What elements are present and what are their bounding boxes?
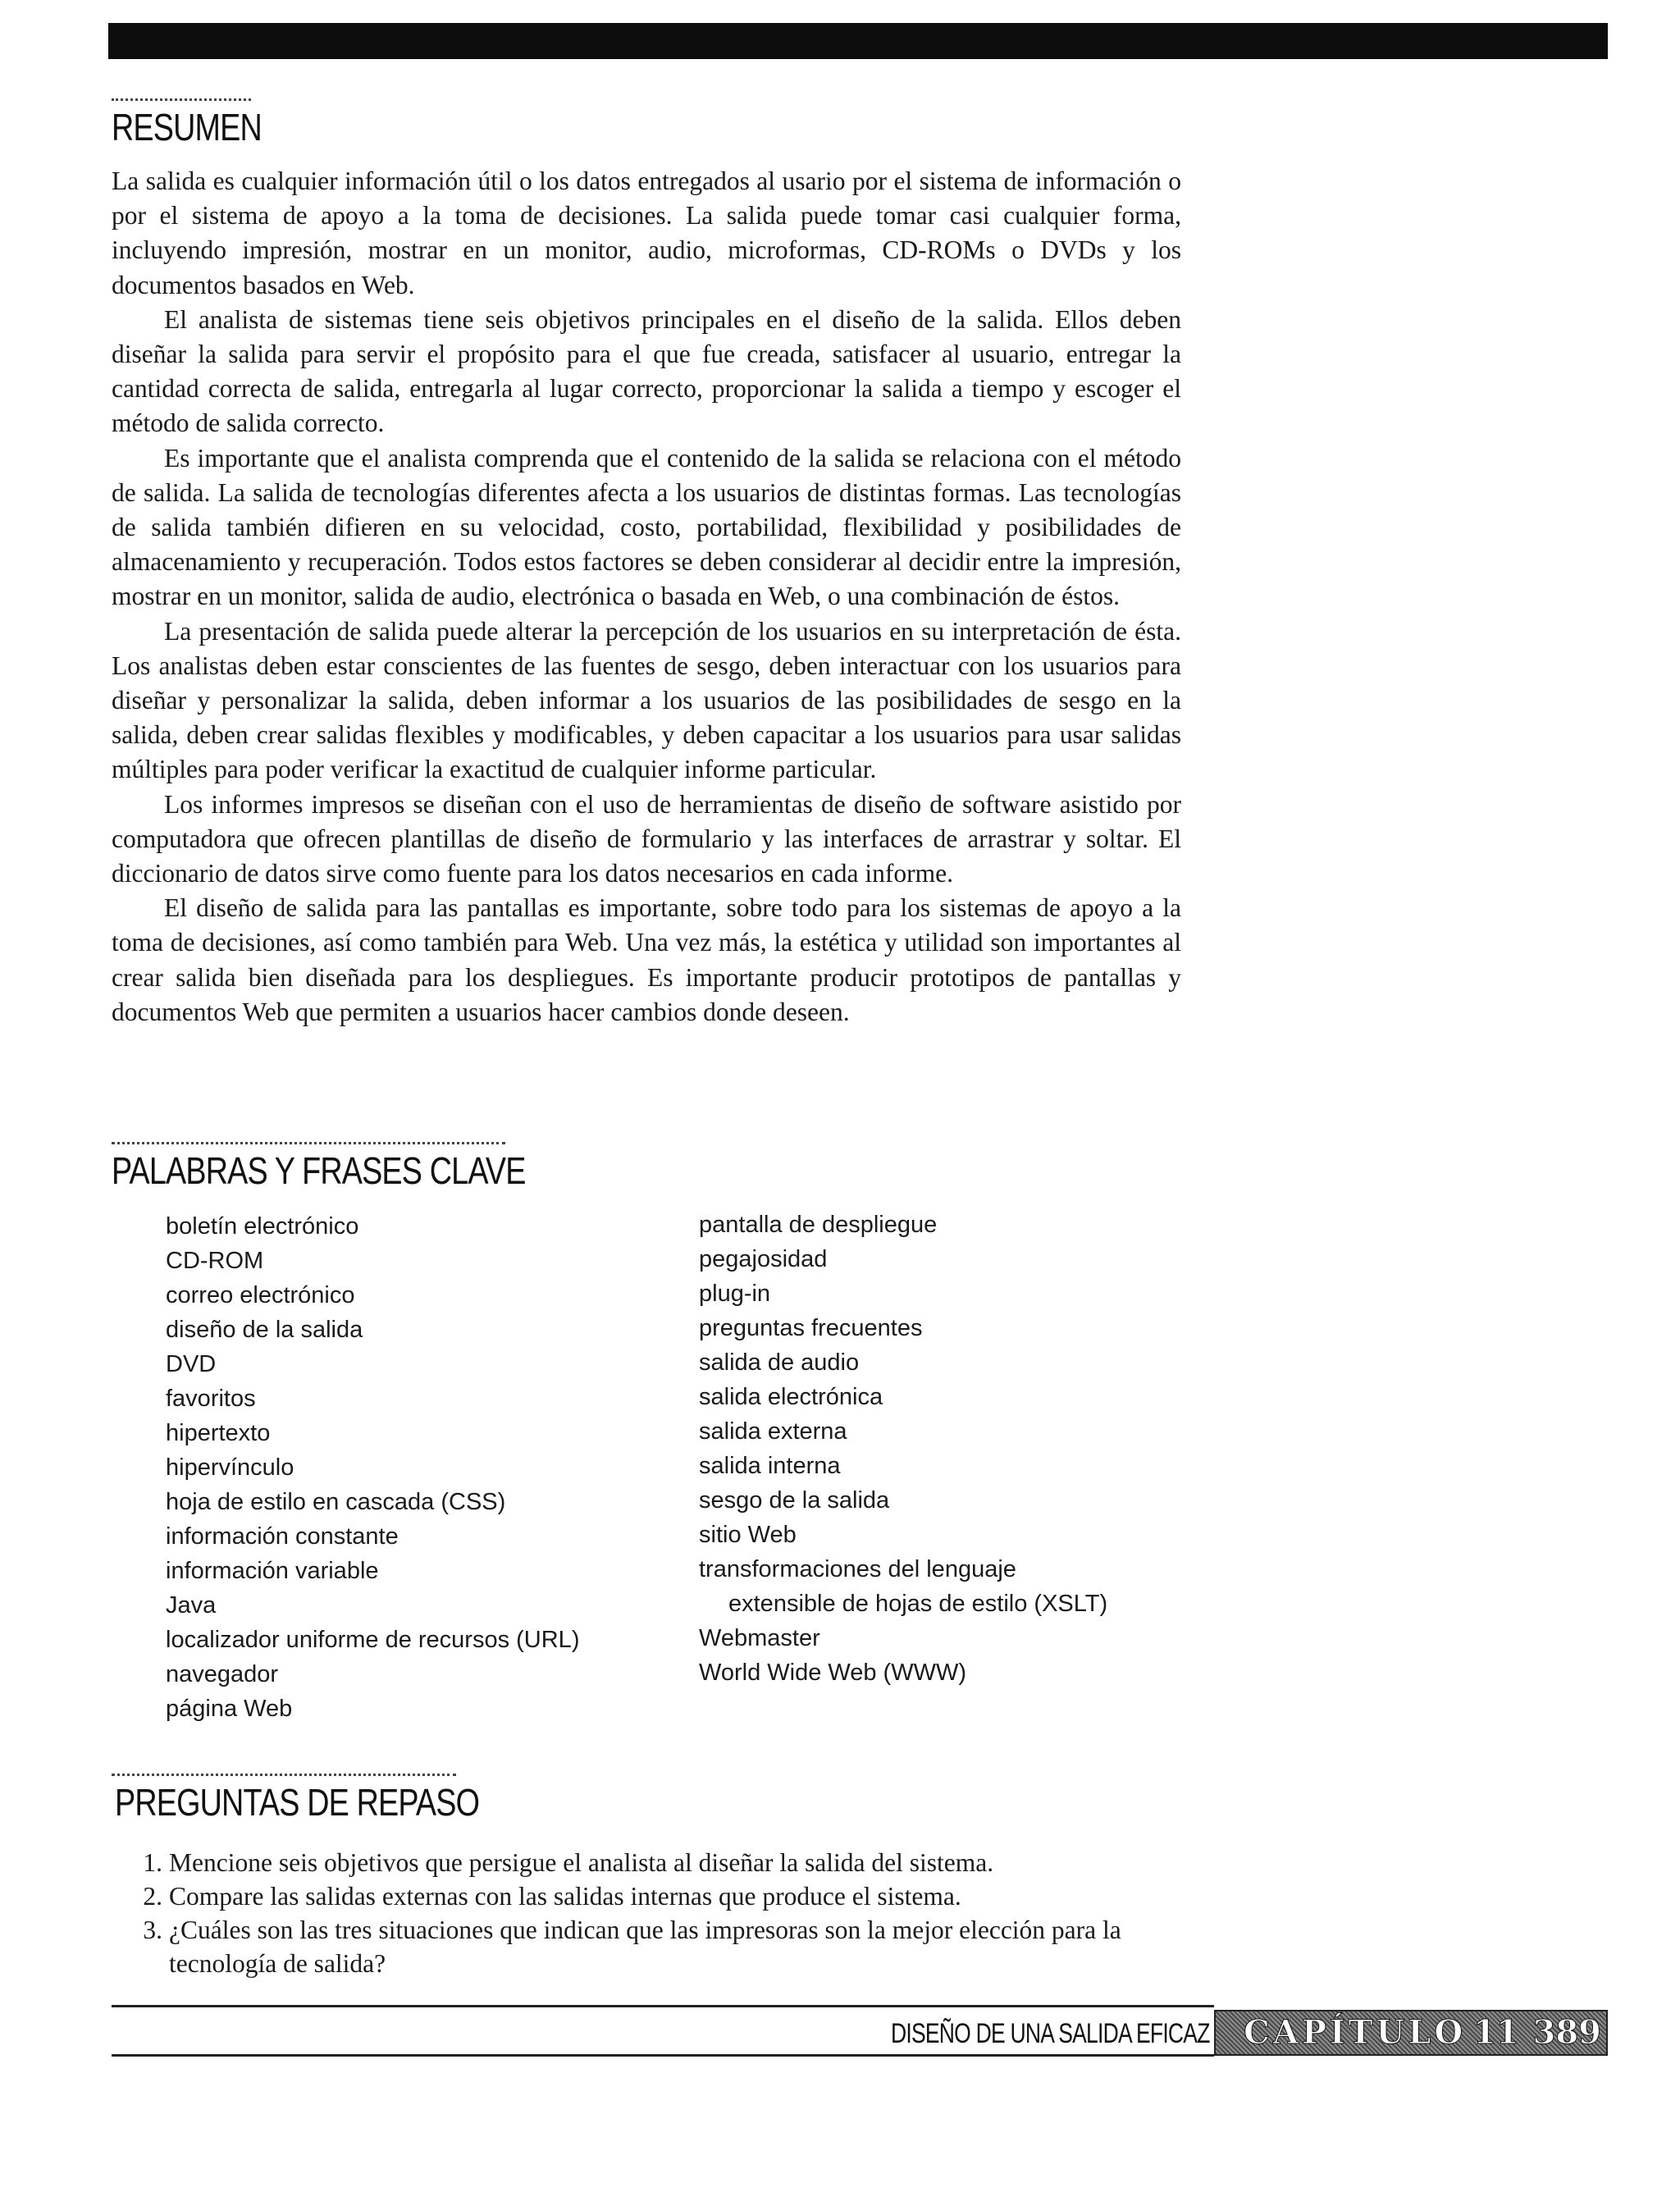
keywords-rule <box>112 1142 505 1144</box>
keyword-item: World Wide Web (WWW) <box>699 1660 966 1686</box>
keyword-item: página Web <box>166 1696 293 1722</box>
keyword-item: hipervínculo <box>166 1454 294 1481</box>
footer-top-rule <box>112 2005 1214 2007</box>
question-number: 1. <box>143 1848 162 1877</box>
question-number: 2. <box>143 1882 162 1911</box>
review-question <box>115 1846 1189 1879</box>
review-rule <box>112 1774 456 1776</box>
question-text: Compare las salidas externas con las salidas internas que produce el sistema. <box>169 1882 961 1911</box>
keyword-item: hoja de estilo en cascada (CSS) <box>166 1489 506 1515</box>
keywords-heading: PALABRAS Y FRASES CLAVE <box>112 1149 526 1192</box>
resumen-paragraph: La presentación de salida puede alterar la percepción de los usuarios en su interpretación de ésta. Los analistas deben estar conscientes de las fuentes de sesgo, deben interactuar con los usuarios para diseñar y personalizar la salida, deben informar a los usuarios de las posibilidades de sesgo en la salida, deben crear salidas flexibles y modificables, y deben capacitar a los usuarios para usar salidas múltiples para poder verificar la exactitud de cualquier informe particular. <box>112 616 1181 784</box>
keyword-item: pegajosidad <box>699 1246 828 1272</box>
footer-bottom-rule <box>112 2054 1214 2057</box>
review-heading: PREGUNTAS DE REPASO <box>115 1781 480 1824</box>
keyword-item: salida interna <box>699 1453 841 1479</box>
resumen-paragraph: La salida es cualquier información útil o los datos entregados al usario por el sistema de información o por el sistema de apoyo a la toma de decisiones. La salida puede tomar casi cualquier forma, incluyendo impresión, mostrar en un monitor, audio, microformas, CD-ROMs o DVDs y los documentos basados en Web. <box>112 167 1181 299</box>
keyword-item: correo electrónico <box>166 1282 355 1308</box>
keyword-item: hipertexto <box>166 1420 271 1446</box>
keyword-item: preguntas frecuentes <box>699 1315 923 1341</box>
keyword-item: pantalla de despliegue <box>699 1212 938 1238</box>
keywords-right-column <box>699 1208 1107 1690</box>
chapter-label: CAPÍTULO <box>1244 2013 1467 2052</box>
resumen-body <box>112 164 1181 1030</box>
keyword-item: diseño de la salida <box>166 1317 363 1343</box>
keyword-item: salida externa <box>699 1418 847 1445</box>
keyword-item: favoritos <box>166 1386 256 1412</box>
keyword-item: CD-ROM <box>166 1248 264 1274</box>
keyword-item: Webmaster <box>699 1625 820 1651</box>
keyword-item: navegador <box>166 1661 279 1687</box>
keyword-item: plug-in <box>699 1281 771 1307</box>
resumen-paragraph: Es importante que el analista comprenda que el contenido de la salida se relaciona con el método de salida. La salida de tecnologías diferentes afecta a los usuarios de distintas formas. Las tecnologías de salida también difieren en su velocidad, costo, portabilidad, flexibilidad y posibilidades de almacenamiento y recuperación. Todos estos factores se deben considerar al decidir entre la impresión, mostrar en un monitor, salida de audio, electrónica o basada en Web, o una combinación de éstos. <box>112 443 1181 611</box>
top-black-bar <box>108 23 1608 59</box>
question-text: ¿Cuáles son las tres situaciones que indican que las impresoras son la mejor elección para la tecnología de salida? <box>169 1915 1121 1978</box>
resumen-rule <box>112 98 251 101</box>
keyword-item: salida electrónica <box>699 1384 883 1410</box>
keywords-left-column <box>166 1209 579 1726</box>
chapter-badge <box>1214 2010 1608 2056</box>
keyword-item: salida de audio <box>699 1349 860 1376</box>
keyword-item: DVD <box>166 1351 217 1377</box>
resumen-paragraph: El analista de sistemas tiene seis objetivos principales en el diseño de la salida. Ellos deben diseñar la salida para servir el propósito para el que fue creada, satisfacer al usuario, entregar la cantidad correcta de salida, entregarla al lugar correcto, proporcionar la salida a tiempo y escoger el método de salida correcto. <box>112 304 1181 438</box>
keyword-item: transformaciones del lenguaje <box>699 1556 1016 1582</box>
review-question <box>115 1913 1189 1980</box>
keyword-item: boletín electrónico <box>166 1213 359 1240</box>
footer-chapter-title: DISEÑO DE UNA SALIDA EFICAZ <box>891 2018 1210 2049</box>
keyword-item: Java <box>166 1592 217 1619</box>
question-number: 3. <box>143 1915 162 1944</box>
keyword-item: información variable <box>166 1558 379 1584</box>
page-number: 389 <box>1532 2013 1601 2052</box>
review-questions <box>115 1846 1189 1980</box>
keyword-item: información constante <box>166 1523 399 1550</box>
keyword-item-continuation: extensible de hojas de estilo (XSLT) <box>728 1591 1108 1617</box>
review-question <box>115 1879 1189 1913</box>
resumen-heading: RESUMEN <box>112 106 262 148</box>
question-text: Mencione seis objetivos que persigue el analista al diseñar la salida del sistema. <box>169 1848 994 1877</box>
keyword-item: localizador uniforme de recursos (URL) <box>166 1627 580 1653</box>
keyword-item: sitio Web <box>699 1522 797 1548</box>
resumen-paragraph: Los informes impresos se diseñan con el uso de herramientas de diseño de software asistido por computadora que ofrecen plantillas de diseño de formulario y las interfaces de arrastrar y soltar. El diccionario de datos sirve como fuente para los datos necesarios en cada informe. <box>112 789 1181 888</box>
resumen-paragraph: El diseño de salida para las pantallas es importante, sobre todo para los sistemas de apoyo a la toma de decisiones, así como también para Web. Una vez más, la estética y utilidad son importantes al crear salida bien diseñada para los despliegues. Es importante producir prototipos de pantallas y documentos Web que permiten a usuarios hacer cambios donde deseen. <box>112 893 1181 1026</box>
chapter-number: 11 <box>1473 2013 1519 2052</box>
keyword-item: sesgo de la salida <box>699 1487 890 1514</box>
